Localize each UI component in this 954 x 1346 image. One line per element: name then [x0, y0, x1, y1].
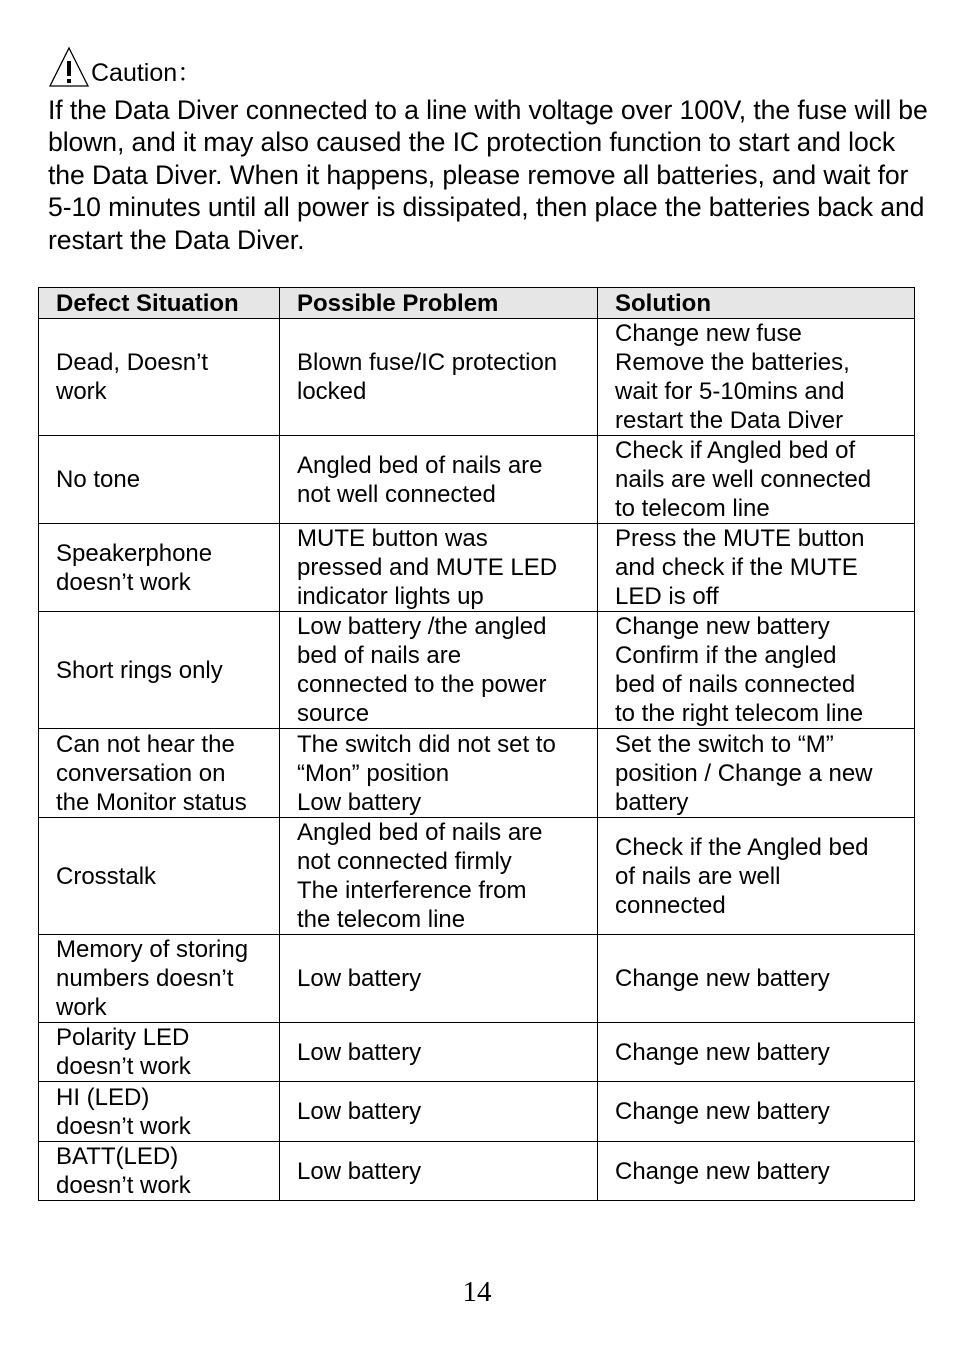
defect-cell: BATT(LED) doesn’t work [39, 1142, 280, 1201]
solution-cell: Change new battery [598, 1023, 915, 1082]
problem-cell: MUTE button was pressed and MUTE LED indicator lights up [280, 524, 598, 612]
solution-cell: Change new battery [598, 1082, 915, 1142]
header-possible-problem: Possible Problem [280, 288, 598, 319]
solution-cell: Press the MUTE button and check if the MUTE LED is off [598, 524, 915, 612]
table-row [39, 935, 915, 1023]
warning-triangle-icon [48, 46, 90, 88]
solution-cell: Change new fuse Remove the batteries, wait for 5-10mins and restart the Data Diver [598, 319, 915, 436]
defect-cell: Short rings only [39, 612, 280, 729]
defect-cell: Memory of storing numbers doesn’t work [39, 935, 280, 1023]
problem-cell: Low battery [280, 1142, 598, 1201]
caution-title: Caution： [91, 59, 203, 87]
solution-cell: Change new battery Confirm if the angled bed of nails connected to the right telecom line [598, 612, 915, 729]
problem-cell: Angled bed of nails are not connected firmly The interference from the telecom line [280, 818, 598, 935]
table-row [39, 319, 915, 436]
table-row [39, 612, 915, 729]
caution-heading [48, 42, 202, 88]
solution-cell: Change new battery [598, 935, 915, 1023]
table-row [39, 524, 915, 612]
problem-cell: Blown fuse/IC protection locked [280, 319, 598, 436]
table-row [39, 1142, 915, 1201]
problem-cell: The switch did not set to “Mon” position Low battery [280, 729, 598, 818]
header-defect-situation: Defect Situation [39, 288, 280, 319]
table-row [39, 818, 915, 935]
table-row [39, 1023, 915, 1082]
problem-cell: Low battery [280, 1023, 598, 1082]
table-header-row [39, 288, 915, 319]
troubleshooting-table [38, 287, 915, 1201]
page-number: 14 [462, 1276, 492, 1308]
solution-cell: Set the switch to “M” position / Change a new battery [598, 729, 915, 818]
solution-cell: Check if Angled bed of nails are well connected to telecom line [598, 436, 915, 524]
table-row [39, 1082, 915, 1142]
problem-cell: Low battery [280, 935, 598, 1023]
solution-cell: Change new battery [598, 1142, 915, 1201]
problem-cell: Low battery /the angled bed of nails are connected to the power source [280, 612, 598, 729]
problem-cell: Low battery [280, 1082, 598, 1142]
header-solution: Solution [598, 288, 915, 319]
defect-cell: Speakerphone doesn’t work [39, 524, 280, 612]
defect-cell: Dead, Doesn’t work [39, 319, 280, 436]
defect-cell: HI (LED) doesn’t work [39, 1082, 280, 1142]
defect-cell: Polarity LED doesn’t work [39, 1023, 280, 1082]
caution-paragraph: If the Data Diver connected to a line with voltage over 100V, the fuse will be blown, and it may also caused the IC protection function to start and lock the Data Diver. When it happens, please remove all batteries, and wait for 5-10 minutes until all power is dissipated, then place the batteries back and restart the Data Diver. [48, 95, 928, 255]
table-row [39, 436, 915, 524]
defect-cell: Can not hear the conversation on the Monitor status [39, 729, 280, 818]
defect-cell: Crosstalk [39, 818, 280, 935]
solution-cell: Check if the Angled bed of nails are well connected [598, 818, 915, 935]
table-row [39, 729, 915, 818]
problem-cell: Angled bed of nails are not well connected [280, 436, 598, 524]
defect-cell: No tone [39, 436, 280, 524]
